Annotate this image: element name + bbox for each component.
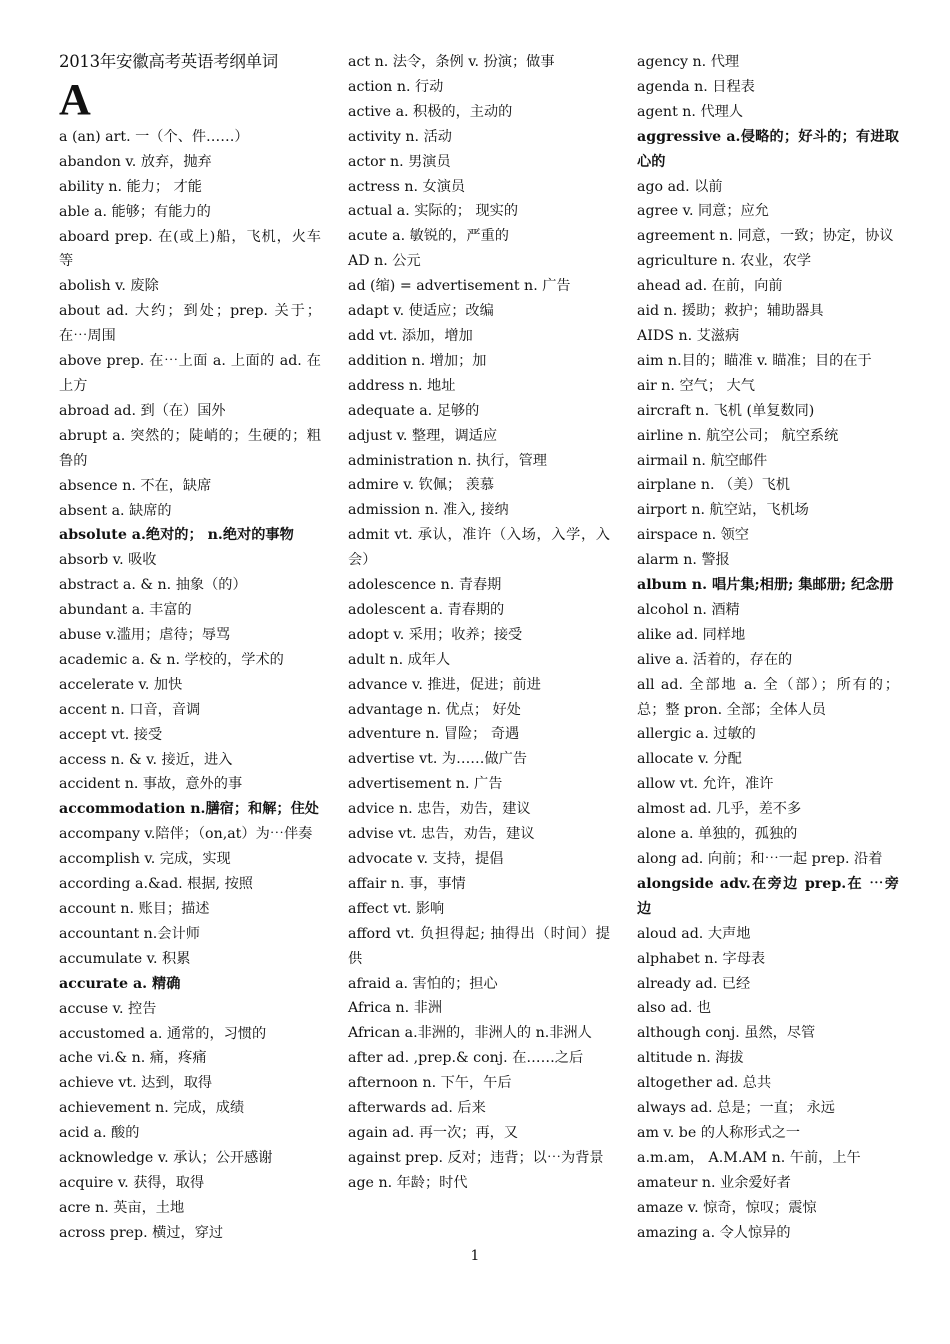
vocab-entry: aboard prep. 在(或上)船，飞机，火车等 xyxy=(59,228,321,270)
vocab-entry: ability n. 能力； 才能 xyxy=(59,178,202,195)
vocab-entry: afford vt. 负担得起; 抽得出（时间）提供 xyxy=(348,925,610,967)
vocab-entry: advertise vt. 为……做广告 xyxy=(348,751,528,768)
vocab-entry: acknowledge v. 承认；公开感谢 xyxy=(59,1150,273,1167)
vocab-entry: agree v. 同意；应允 xyxy=(637,203,769,220)
vocab-entry: advertisement n. 广告 xyxy=(348,776,503,793)
vocab-entry: adequate a. 足够的 xyxy=(348,402,480,419)
vocab-entry: acid a. 酸的 xyxy=(59,1125,140,1142)
vocab-entry: activity n. 活动 xyxy=(348,128,452,145)
vocab-entry: allocate v. 分配 xyxy=(637,751,742,768)
vocab-entry: aim n.目的；瞄准 v. 瞄准；目的在于 xyxy=(637,352,872,369)
vocab-entry: adult n. 成年人 xyxy=(348,651,451,668)
vocab-entry: afraid a. 害怕的；担心 xyxy=(348,975,498,992)
vocab-entry: against prep. 反对；违背；以⋯为背景 xyxy=(348,1149,604,1166)
vocab-entry: administration n. 执行，管理 xyxy=(348,452,547,469)
vocab-entry: across prep. 横过，穿过 xyxy=(59,1224,224,1241)
vocab-entry: altitude n. 海拔 xyxy=(637,1050,744,1067)
vocab-entry: accident n. 事故，意外的事 xyxy=(59,776,243,793)
vocab-entry: agenda n. 日程表 xyxy=(637,78,755,95)
vocab-entry: advice n. 忠告，劝告，建议 xyxy=(348,801,531,818)
vocab-entry: afterwards ad. 后来 xyxy=(348,1100,486,1117)
vocab-entry: ache vi.& n. 痛，疼痛 xyxy=(59,1050,207,1067)
vocab-entry: actual a. 实际的； 现实的 xyxy=(348,203,519,220)
vocab-entry: alone a. 单独的，孤独的 xyxy=(637,826,798,843)
vocab-entry: able a. 能够；有能力的 xyxy=(59,203,211,220)
vocab-entry: am v. be 的人称形式之一 xyxy=(637,1124,801,1141)
vocab-entry: abstract a. & n. 抽象（的） xyxy=(59,577,247,594)
vocab-entry: album n. 唱片集;相册; 集邮册; 纪念册 xyxy=(637,577,894,594)
vocab-entry: along ad. 向前；和⋯一起 prep. 沿着 xyxy=(637,851,883,867)
vocab-entry: agriculture n. 农业，农学 xyxy=(637,253,812,270)
vocab-entry: amaze v. 惊奇，惊叹；震惊 xyxy=(637,1199,817,1216)
vocab-entry: account n. 账目；描述 xyxy=(59,901,210,917)
vocab-entry: a.m.am， A.M.AM n. 午前，上午 xyxy=(637,1149,861,1166)
vocab-entry: already ad. 已经 xyxy=(637,975,751,992)
vocab-entry: accuse v. 控告 xyxy=(59,1000,157,1017)
vocab-entry: academic a. & n. 学校的，学术的 xyxy=(59,651,284,668)
vocab-entry: advantage n. 优点； 好处 xyxy=(348,701,521,718)
vocab-entry: absorb v. 吸收 xyxy=(59,552,157,569)
vocab-entry: accent n. 口音，音调 xyxy=(59,701,201,718)
vocab-entry: admit vt. 承认，准许（入场，入学，入会） xyxy=(348,527,610,569)
vocab-entry: accountant n.会计师 xyxy=(59,925,200,942)
vocab-entry: acute a. 敏锐的，严重的 xyxy=(348,228,509,245)
vocab-entry: alarm n. 警报 xyxy=(637,552,730,569)
vocab-entry: acre n. 英亩，土地 xyxy=(59,1199,185,1216)
vocab-entry: act n. 法令，条例 v. 扮演；做事 xyxy=(348,54,555,70)
vocab-entry: achievement n. 完成，成绩 xyxy=(59,1100,245,1117)
vocab-entry: acquire v. 获得，取得 xyxy=(59,1174,205,1191)
vocab-entry: advocate v. 支持，提倡 xyxy=(348,851,504,867)
vocab-entry: about ad. 大约；到处；prep. 关于；在⋯周围 xyxy=(59,303,321,345)
vocab-entry: ago ad. 以前 xyxy=(637,178,723,195)
column-1 xyxy=(59,50,321,1246)
vocab-entry: airplane n. （美）飞机 xyxy=(637,477,790,494)
vocab-entry: adjust v. 整理，调适应 xyxy=(348,427,498,444)
vocab-entry: adapt v. 使适应；改编 xyxy=(348,303,494,320)
page-number: 1 xyxy=(470,1248,480,1264)
vocab-entry: actress n. 女演员 xyxy=(348,178,466,195)
column-2 xyxy=(348,50,610,1196)
vocab-entry: aid n. 援助；救护；辅助器具 xyxy=(637,303,824,320)
vocab-entry: advise vt. 忠告，劝告，建议 xyxy=(348,826,535,843)
vocab-entry: abundant a. 丰富的 xyxy=(59,602,192,619)
vocab-entry: airport n. 航空站，飞机场 xyxy=(637,502,809,519)
vocab-entry: accommodation n.膳宿；和解；住处 xyxy=(59,801,319,818)
vocab-entry: actor n. 男演员 xyxy=(348,153,451,170)
vocab-entry: African a.非洲的，非洲人的 n.非洲人 xyxy=(348,1025,592,1042)
vocab-entry: Africa n. 非洲 xyxy=(348,1000,443,1017)
vocab-entry: addition n. 增加；加 xyxy=(348,352,487,369)
vocab-entry: affair n. 事，事情 xyxy=(348,875,466,892)
vocab-entry: address n. 地址 xyxy=(348,377,456,394)
section-letter: A xyxy=(59,74,91,124)
vocab-entry: alive a. 活着的，存在的 xyxy=(637,651,793,668)
vocab-entry: accurate a. 精确 xyxy=(59,975,181,992)
vocab-entry: ahead ad. 在前，向前 xyxy=(637,278,783,295)
vocab-entry: allergic a. 过敏的 xyxy=(637,726,756,743)
vocab-entry: alike ad. 同样地 xyxy=(637,626,746,643)
vocab-entry: admire v. 钦佩； 羡慕 xyxy=(348,477,495,494)
vocab-entry: adopt v. 采用；收养；接受 xyxy=(348,626,523,643)
document-title: 2013年安徽高考英语考纲单词 xyxy=(59,52,278,71)
vocab-entry: aloud ad. 大声地 xyxy=(637,925,751,942)
vocab-entry: abrupt a. 突然的；陡峭的；生硬的；粗鲁的 xyxy=(59,427,321,469)
vocab-entry: alongside adv.在旁边 prep.在 ⋯旁边 xyxy=(637,875,899,917)
vocab-entry: action n. 行动 xyxy=(348,78,444,95)
vocab-entry: airspace n. 领空 xyxy=(637,527,749,544)
vocab-entry: absence n. 不在，缺席 xyxy=(59,477,212,494)
vocab-entry: abolish v. 废除 xyxy=(59,278,159,295)
vocab-entry: after ad. ,prep.& conj. 在……之后 xyxy=(348,1050,584,1067)
vocab-entry: accomplish v. 完成，实现 xyxy=(59,851,231,868)
vocab-entry: also ad. 也 xyxy=(637,1000,712,1017)
vocab-entry: admission n. 准入, 接纳 xyxy=(348,502,509,519)
vocab-entry: amazing a. 令人惊异的 xyxy=(637,1224,791,1241)
vocab-entry: although conj. 虽然，尽管 xyxy=(637,1025,816,1042)
vocab-entry: airmail n. 航空邮件 xyxy=(637,452,768,469)
entry-list xyxy=(637,50,899,1246)
vocab-entry: altogether ad. 总共 xyxy=(637,1075,772,1092)
entry-list xyxy=(59,125,321,1246)
vocab-entry: adolescent a. 青春期的 xyxy=(348,601,505,618)
vocab-entry: aggressive a.侵略的；好斗的；有进取心的 xyxy=(637,128,899,170)
vocab-entry: alcohol n. 酒精 xyxy=(637,601,740,618)
vocab-entry: AD n. 公元 xyxy=(348,253,421,270)
vocab-entry: a (an) art. 一（个、件……） xyxy=(59,128,249,145)
vocab-entry: almost ad. 几乎，差不多 xyxy=(637,801,802,818)
column-3 xyxy=(637,50,899,1246)
vocab-entry: amateur n. 业余爱好者 xyxy=(637,1174,791,1191)
vocab-entry: according a.&ad. 根据, 按照 xyxy=(59,876,253,893)
vocab-entry: age n. 年龄；时代 xyxy=(348,1174,468,1191)
vocab-entry: agency n. 代理 xyxy=(637,54,740,70)
vocab-entry: abandon v. 放弃，抛弃 xyxy=(59,153,212,170)
vocab-entry: advance v. 推进，促进；前进 xyxy=(348,676,541,693)
vocab-entry: allow vt. 允许，准许 xyxy=(637,776,774,793)
vocab-entry: absent a. 缺席的 xyxy=(59,502,172,519)
vocab-entry: airline n. 航空公司； 航空系统 xyxy=(637,427,839,444)
vocab-entry: active a. 积极的，主动的 xyxy=(348,103,513,120)
vocab-entry: accept vt. 接受 xyxy=(59,726,163,743)
vocab-entry: abroad ad. 到（在）国外 xyxy=(59,402,226,419)
vocab-entry: accumulate v. 积累 xyxy=(59,950,191,967)
vocab-entry: ad (缩) = advertisement n. 广告 xyxy=(348,278,571,295)
vocab-entry: abuse v.滥用；虐待；辱骂 xyxy=(59,627,231,644)
vocab-entry: agreement n. 同意，一致；协定，协议 xyxy=(637,228,894,245)
vocab-entry: accustomed a. 通常的，习惯的 xyxy=(59,1025,267,1042)
vocab-entry: all ad. 全部地 a. 全（部）；所有的；总；整 pron. 全部；全体人员 xyxy=(637,676,899,718)
vocab-entry: affect vt. 影响 xyxy=(348,900,445,917)
vocab-entry: accompany v.陪伴；（on,at）为⋯伴奏 xyxy=(59,826,313,843)
vocab-entry: add vt. 添加，增加 xyxy=(348,327,473,344)
vocab-entry: afternoon n. 下午，午后 xyxy=(348,1075,512,1092)
vocab-entry: always ad. 总是；一直； 永远 xyxy=(637,1100,835,1117)
vocab-entry: aircraft n. 飞机 (单复数同) xyxy=(637,402,815,419)
vocab-entry: adolescence n. 青春期 xyxy=(348,577,502,594)
vocab-entry: access n. & v. 接近，进入 xyxy=(59,751,233,768)
vocab-entry: absolute a.绝对的； n.绝对的事物 xyxy=(59,527,294,544)
vocab-entry: adventure n. 冒险； 奇遇 xyxy=(348,726,520,743)
vocab-entry: air n. 空气； 大气 xyxy=(637,377,755,394)
vocab-entry: achieve vt. 达到，取得 xyxy=(59,1075,213,1092)
vocab-entry: again ad. 再一次；再，又 xyxy=(348,1124,519,1141)
vocab-entry: AIDS n. 艾滋病 xyxy=(637,327,740,344)
entry-list xyxy=(348,50,610,1196)
vocab-entry: above prep. 在⋯上面 a. 上面的 ad. 在上方 xyxy=(59,353,321,394)
vocab-entry: agent n. 代理人 xyxy=(637,103,744,120)
vocab-entry: alphabet n. 字母表 xyxy=(637,950,766,967)
vocab-entry: accelerate v. 加快 xyxy=(59,676,183,693)
